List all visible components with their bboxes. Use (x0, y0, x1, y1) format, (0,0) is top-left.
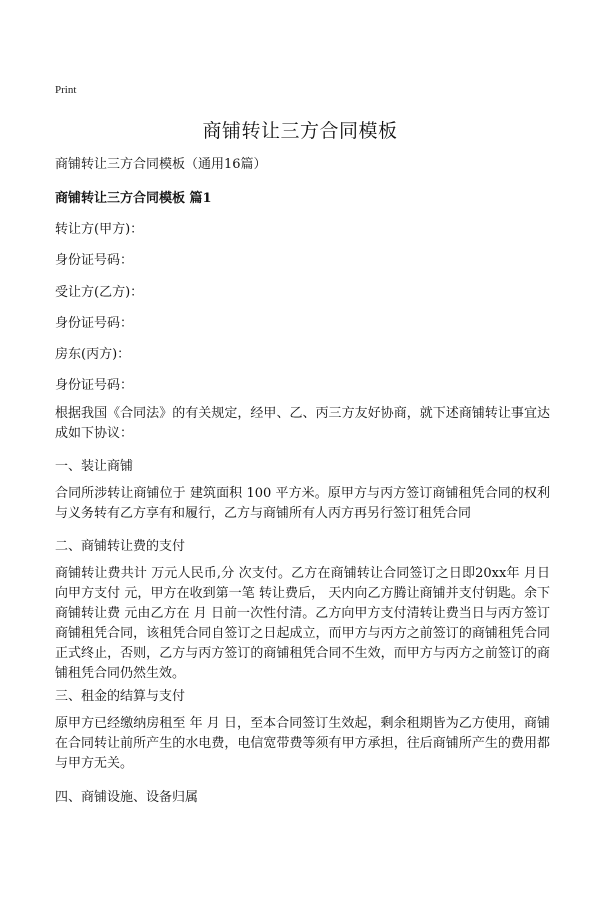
section-body-1: 合同所涉转让商铺位于 建筑面积 100 平方米。原甲方与丙方签订商铺租凭合同的权利与义务转有乙方享有和履行，乙方与商铺所有人丙方再另行签订租凭合同 (55, 486, 550, 521)
landlord-id-field: 身份证号码： (55, 378, 134, 393)
section-heading-1: 一、装让商铺 (55, 459, 134, 474)
document-title: 商铺转让三方合同模板 (202, 120, 398, 142)
intro-paragraph: 根据我国《合同法》的有关规定，经甲、乙、丙三方友好协商，就下述商铺转让事宜达成如下协议： (55, 406, 550, 441)
section-body-2: 商铺转让费共计 万元人民币,分 次支付。乙方在商铺转让合同签订之日即20xx年 月日向甲方支付 元，甲方在收到第一笔 转让费后， 天内向乙方腾让商铺并支付钥匙。余下商铺转让费 元由乙方在 月 日前一次性付清。乙方向甲方支付清转让费当日与丙方签订商铺租凭合同，该租凭合同自签订之日起成立，而甲方与丙方之前签订的商铺租凭合同正式终止，否则，乙方与丙方签订的商铺租凭合同不生效，而甲方与丙方之前签订的商铺租凭合同仍然生效。 (55, 566, 550, 681)
transferor-id-field: 身份证号码： (55, 253, 134, 268)
section-body-3: 原甲方已经缴纳房租至 年 月 日，至本合同签订生效起，剩余租期皆为乙方使用，商铺在合同转让前所产生的水电费，电信宽带费等须有甲方承担，往后商铺所产生的费用都与甲方无关。 (55, 716, 550, 771)
document-subtitle: 商铺转让三方合同模板（通用16篇） (55, 157, 267, 172)
section-heading-4: 四、商铺设施、设备归属 (55, 790, 199, 805)
article-heading: 商铺转让三方合同模板 篇1 (55, 191, 212, 206)
print-link[interactable]: Print (55, 84, 77, 96)
transferee-id-field: 身份证号码： (55, 316, 134, 331)
transferor-field: 转让方(甲方)： (55, 222, 144, 237)
section-heading-2: 二、商铺转让费的支付 (55, 539, 186, 554)
transferee-field: 受让方(乙方)： (55, 285, 144, 300)
landlord-field: 房东(丙方)： (55, 347, 131, 362)
section-heading-3: 三、租金的结算与支付 (55, 689, 186, 704)
